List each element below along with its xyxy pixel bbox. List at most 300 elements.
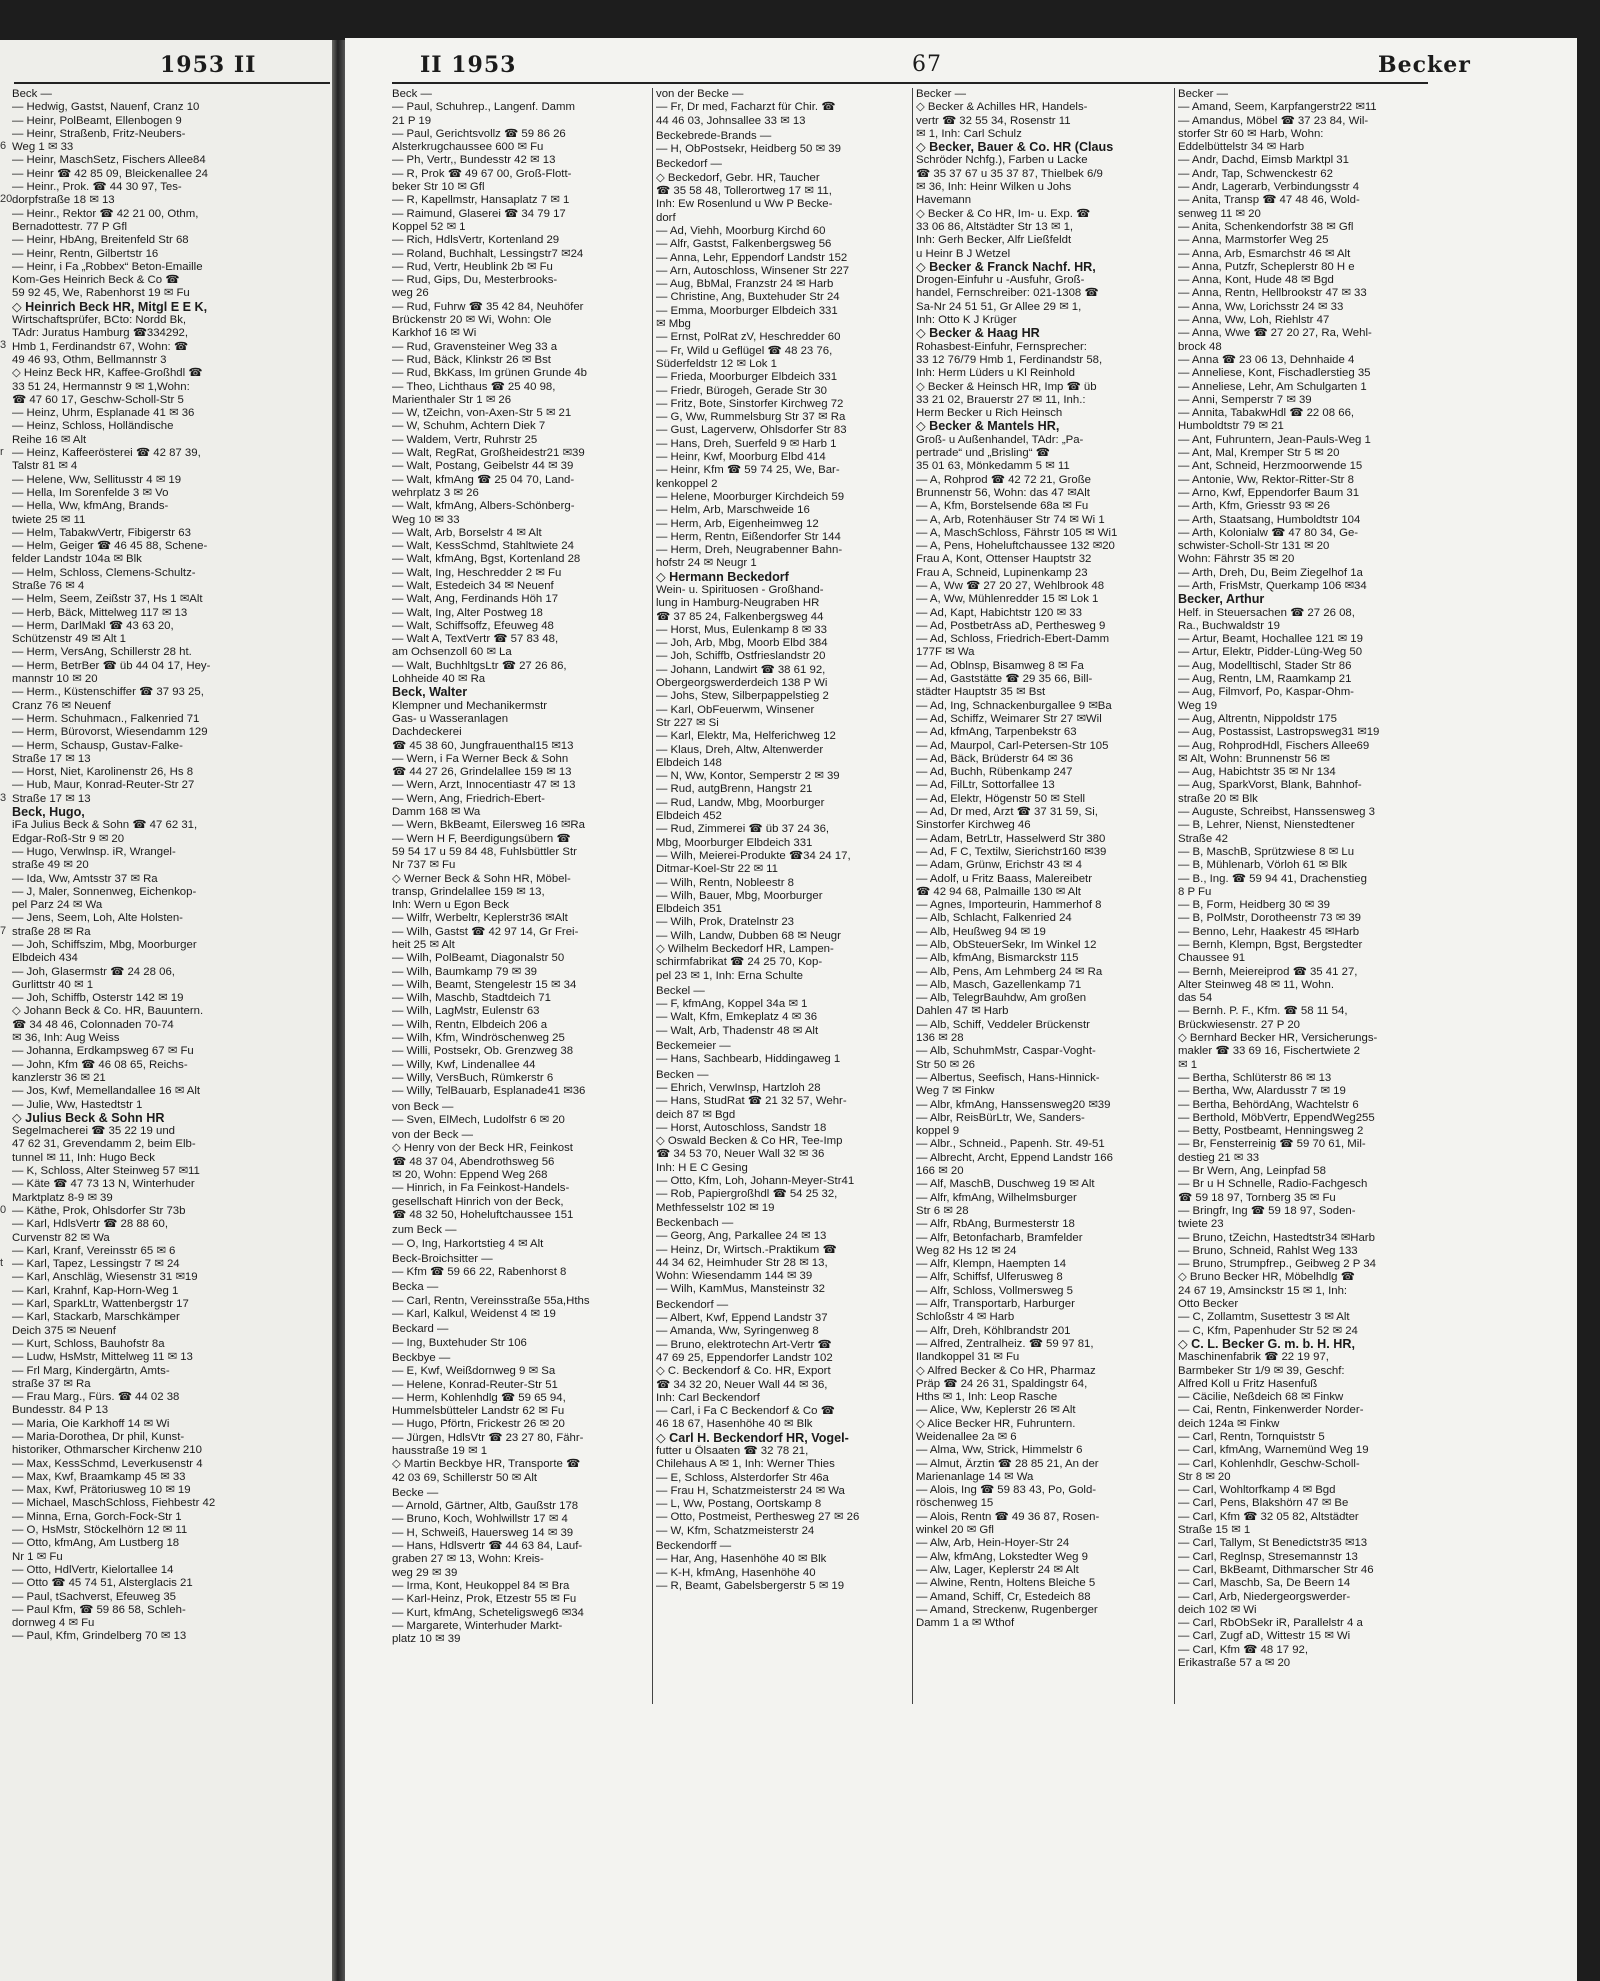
directory-entry: — Margarete, Winterhuder Markt-: [392, 1619, 563, 1632]
directory-entry: Sa-Nr 24 51 51, Gr Allee 29 ✉ 1,: [916, 300, 1082, 313]
directory-entry: — Horst, Mus, Eulenkamp 8 ✉ 33: [656, 623, 827, 636]
directory-entry: — Wilh, Landw, Dubben 68 ✉ Neugr: [656, 929, 841, 942]
directory-entry: — Karl, Kalkul, Weidenst 4 ✉ 19: [392, 1308, 556, 1321]
directory-entry: vertr ☎ 32 55 34, Rosenstr 11: [916, 114, 1071, 127]
directory-entry: Elbdeich 351: [656, 903, 722, 916]
margin-fragment: [0, 845, 10, 858]
directory-entry: — Carl, Kohlenhdlr, Geschw-Scholl-: [1178, 1457, 1360, 1470]
directory-entry: von der Becke —: [656, 88, 744, 100]
directory-entry: felder Landstr 104a ✉ Blk: [12, 553, 142, 566]
directory-entry: — Kurt, kfmAng, Scheteligsweg6 ✉34: [392, 1606, 584, 1619]
margin-fragment: [0, 1350, 10, 1363]
directory-entry: Weg 1 ✉ 33: [12, 141, 74, 154]
directory-entry: — Helm, Schloss, Clemens-Schultz-: [12, 566, 196, 579]
directory-entry: Beckenbach —: [656, 1216, 734, 1229]
directory-entry: — Andr, Dachd, Eimsb Marktpl 31: [1178, 154, 1349, 167]
column-divider: [1174, 88, 1175, 1704]
directory-entry: — Ad, Oblnsp, Bisamweg 8 ✉ Fa: [916, 659, 1084, 672]
directory-entry: — Walt A, TextVertr ☎ 57 83 48,: [392, 633, 559, 646]
directory-entry: — Aug, Habichtstr 35 ✉ Nr 134: [1178, 766, 1336, 779]
margin-fragment: [0, 672, 10, 685]
directory-entry: — Helene, Moorburger Kirchdeich 59: [656, 490, 845, 503]
directory-entry: Beckard —: [392, 1323, 449, 1336]
directory-entry: Koppel 52 ✉ 1: [392, 220, 466, 233]
directory-entry: — Hans, StudRat ☎ 21 32 57, Wehr-: [656, 1095, 847, 1108]
directory-entry: — O, Ing, Harkortstieg 4 ✉ Alt: [392, 1237, 544, 1250]
directory-entry: — Joh, Schiffb, Ostfrieslandstr 20: [656, 650, 826, 663]
directory-entry: Hummelsbütteler Landstr 62 ✉ Fu: [392, 1405, 565, 1418]
directory-entry: Mbg, Moorburger Elbdeich 331: [656, 836, 813, 849]
directory-entry: — Anni, Semperstr 7 ✉ 39: [1178, 393, 1312, 406]
directory-entry: — Otto, HdlVertr, Kielortallee 14: [12, 1563, 174, 1576]
directory-entry: — Irma, Kont, Heukoppel 84 ✉ Bra: [392, 1579, 570, 1592]
directory-entry: 42 03 69, Schillerstr 50 ✉ Alt: [392, 1471, 538, 1484]
directory-entry: Brunnenstr 56, Wohn: das 47 ✉Alt: [916, 486, 1090, 499]
margin-fragment: [0, 1310, 10, 1323]
directory-entry: — Karl, HdlsVertr ☎ 28 88 60,: [12, 1218, 169, 1231]
right-header-rule: [392, 82, 1428, 84]
directory-entry: — Frau Marg., Fürs. ☎ 44 02 38: [12, 1391, 180, 1404]
directory-entry: — Bruno, elektrotechn Art-Vertr ☎: [656, 1338, 832, 1351]
directory-entry: — Annita, TabakwHdl ☎ 22 08 66,: [1178, 407, 1355, 420]
directory-entry: Straße 17 ✉ 13: [12, 792, 91, 805]
directory-entry: von Beck —: [392, 1100, 454, 1113]
directory-entry: Elbdeich 148: [656, 756, 722, 769]
directory-entry: heit 25 ✉ Alt: [392, 939, 455, 951]
directory-entry: Str 50 ✉ 26: [916, 1058, 975, 1071]
directory-entry: — Rud, Landw, Mbg, Moorburger: [656, 796, 825, 809]
directory-entry: — Herm, DarlMakl ☎ 43 63 20,: [12, 619, 174, 632]
directory-entry: Weg 82 Hs 12 ✉ 24: [916, 1244, 1017, 1257]
directory-entry: — Auguste, Schreibst, Hanssensweg 3: [1178, 806, 1375, 819]
directory-entry: Süderfeldstr 12 ✉ Lok 1: [656, 357, 777, 370]
directory-entry: — Walt, Arb, Borselstr 4 ✉ Alt: [392, 526, 542, 539]
margin-fragment: [0, 911, 10, 924]
directory-entry: — Antonie, Ww, Rektor-Ritter-Str 8: [1178, 473, 1354, 486]
directory-entry: 33 21 02, Brauerstr 27 ✉ 11, Inh.:: [916, 393, 1086, 406]
directory-entry: — Andr, Lagerarb, Verbindungsstr 4: [1178, 181, 1360, 194]
directory-entry: — Ludw, HsMstr, Mittelweg 11 ✉ 13: [12, 1351, 193, 1364]
margin-fragment: [0, 1603, 10, 1616]
directory-entry: ◇ Wilhelm Beckedorf HR, Lampen-: [656, 943, 834, 955]
margin-fragment: [0, 1576, 10, 1589]
directory-entry: — Otto ☎ 45 74 51, Alsterglacis 21: [12, 1577, 193, 1590]
directory-entry: — Karl, Elektr, Ma, Helferichweg 12: [656, 730, 836, 743]
directory-entry: Str 227 ✉ Si: [656, 716, 719, 729]
directory-entry: 33 12 76/79 Hmb 1, Ferdinandstr 58,: [916, 353, 1103, 366]
directory-entry: — Alfr, kfmAng, Wilhelmsburger: [916, 1191, 1077, 1204]
directory-entry: ☎ 45 38 60, Jungfrauenthal15 ✉13: [392, 739, 574, 752]
directory-entry: — Karl, Krahnf, Kap-Horn-Weg 1: [12, 1284, 179, 1297]
directory-entry: Bundesstr. 84 P 13: [12, 1404, 109, 1417]
directory-entry: — Anneliese, Kont, Fischadlerstieg 35: [1178, 367, 1371, 380]
directory-entry: pel Parz 24 ✉ Wa: [12, 899, 103, 912]
directory-entry: — F, kfmAng, Koppel 34a ✉ 1: [656, 998, 808, 1011]
directory-entry: Dachdeckerei: [392, 726, 462, 739]
directory-entry: — Hella, Im Sorenfelde 3 ✉ Vo: [12, 486, 169, 499]
directory-entry: Straße 17 ✉ 13: [12, 752, 91, 765]
directory-entry: Kom-Ges Heinrich Beck & Co ☎: [12, 274, 180, 287]
directory-entry: — Herm, Dreh, Neugrabenner Bahn-: [656, 544, 843, 557]
directory-entry: — C, Kfm, Papenhuder Str 52 ✉ 24: [1178, 1324, 1358, 1337]
directory-entry: — W, Kfm, Schatzmeisterstr 24: [656, 1524, 815, 1537]
directory-entry: — Amand, Streckenw, Rugenberger: [916, 1603, 1098, 1616]
directory-entry: — Joh, Glasermstr ☎ 24 28 06,: [12, 965, 175, 978]
directory-entry: lung in Hamburg-Neugraben HR: [656, 597, 820, 610]
directory-entry: — Bringfr, Ing ☎ 59 18 97, Soden-: [1178, 1204, 1356, 1217]
directory-entry: Str 6 ✉ 28: [916, 1204, 969, 1217]
directory-entry: Alsterkrugchaussee 600 ✉ Fu: [392, 141, 544, 154]
directory-entry: — Bertha, BehördAng, Wachtelstr 6: [1178, 1098, 1359, 1111]
margin-fragment: [0, 951, 10, 964]
margin-fragment: [0, 818, 10, 831]
directory-entry: — Adam, BetrLtr, Hasselwerd Str 380: [916, 832, 1106, 845]
margin-fragment: [0, 1417, 10, 1430]
directory-entry: — Alb, Pens, Am Lehmberg 24 ✉ Ra: [916, 965, 1103, 978]
margin-fragment: [0, 1616, 10, 1629]
bold-entry-heading: Beck, Walter: [392, 686, 468, 700]
directory-entry: — Max, Kwf, Braamkamp 45 ✉ 33: [12, 1470, 186, 1483]
directory-entry: — Amand, Seem, Karpfangerstr22 ✉11: [1178, 101, 1377, 114]
directory-entry: Bernadottestr. 77 P Gfl: [12, 220, 128, 233]
directory-entry: — Herm, Bürovorst, Wiesendamm 129: [12, 726, 208, 739]
directory-entry: Brückwiesenstr. 27 P 20: [1178, 1018, 1300, 1031]
margin-fragment: [0, 978, 10, 991]
margin-fragment: [0, 353, 10, 366]
directory-entry: Hmb 1, Ferdinandstr 67, Wohn: ☎: [12, 340, 189, 353]
margin-fragment: [0, 286, 10, 299]
directory-entry: — Wilh, Kfm, Windröschenweg 25: [392, 1032, 565, 1045]
directory-entry: deich 87 ✉ Bgd: [656, 1108, 736, 1121]
directory-entry: — A, MaschSchloss, Fährstr 105 ✉ Wi1: [916, 526, 1118, 539]
directory-entry: — Wern, Ang, Friedrich-Ebert-: [392, 792, 545, 805]
margin-fragment: [0, 1004, 10, 1017]
directory-entry: — Walt, Postang, Geibelstr 44 ✉ 39: [392, 460, 574, 473]
directory-entry: Schloßstr 4 ✉ Harb: [916, 1311, 1015, 1324]
margin-fragment: [0, 326, 10, 339]
directory-entry: Lohheide 40 ✉ Ra: [392, 673, 486, 686]
directory-entry: — Aug, BbMal, Franzstr 24 ✉ Harb: [656, 278, 834, 291]
directory-entry: — Helm, Seem, Zeißstr 37, Hs 1 ✉Alt: [12, 593, 203, 606]
directory-entry: — A, Kfm, Borstelsende 68a ✉ Fu: [916, 500, 1089, 513]
directory-entry: — Helm, Geiger ☎ 46 45 88, Schene-: [12, 540, 208, 553]
directory-entry: — Wilh, Prok, Dratelnstr 23: [656, 916, 794, 929]
directory-entry: — Willy, Kwf, Lindenallee 44: [392, 1058, 536, 1071]
directory-entry: Humboldtstr 79 ✉ 21: [1178, 420, 1284, 433]
directory-entry: Chaussee 91: [1178, 952, 1246, 965]
directory-entry: — Walt, kfmAng, Bgst, Kortenland 28: [392, 553, 581, 566]
margin-fragment: [0, 1337, 10, 1350]
directory-entry: — Alfr, Transportarb, Harburger: [916, 1298, 1075, 1311]
directory-entry: ✉ 1, Inh: Carl Schulz: [916, 127, 1022, 140]
directory-entry: — Alfr, RbAng, Burmesterstr 18: [916, 1218, 1075, 1231]
margin-fragment: [0, 619, 10, 632]
directory-entry: — Ad, Ing, Schnackenburgallee 9 ✉Ba: [916, 699, 1112, 712]
margin-fragment: [0, 1390, 10, 1403]
directory-entry: — Ad, kfmAng, Tarpenbekstr 63: [916, 726, 1077, 739]
directory-entry: — R, Prok ☎ 49 67 00, Groß-Flott-: [392, 167, 572, 180]
directory-entry: ☎ 44 27 26, Grindelallee 159 ✉ 13: [392, 766, 572, 779]
directory-entry: — Bertha, Ww, Alardusstr 7 ✉ 19: [1178, 1085, 1346, 1098]
directory-entry: Gurlittstr 40 ✉ 1: [12, 978, 94, 991]
directory-entry: ☎ 48 32 50, Hoheluftchaussee 151: [392, 1208, 574, 1221]
directory-entry: — A, Arb, Rotenhäuser Str 74 ✉ Wi 1: [916, 513, 1105, 526]
directory-entry: — Theo, Lichthaus ☎ 25 40 98,: [392, 380, 556, 393]
directory-entry: Nr 1 ✉ Fu: [12, 1550, 63, 1563]
margin-fragment: [0, 1057, 10, 1070]
directory-entry: — Carl, Kfm ☎ 32 05 82, Altstädter: [1178, 1510, 1359, 1523]
margin-fragment: [0, 512, 10, 525]
directory-entry: ◇ Johann Beck & Co. HR, Bauuntern.: [12, 1005, 204, 1018]
directory-entry: — Heinr, i Fa „Robbex“ Beton-Emaille: [12, 260, 203, 273]
directory-entry: Elbdeich 434: [12, 952, 78, 965]
directory-entry: — Bertha, Schlüterstr 86 ✉ 13: [1178, 1071, 1332, 1084]
margin-fragment: [0, 153, 10, 166]
directory-entry: — Adolf, u Fritz Baass, Malereibetr: [916, 872, 1092, 885]
margin-fragment: [0, 1470, 10, 1483]
directory-entry: — Albr., Schneid., Papenh. Str. 49-51: [916, 1138, 1105, 1151]
directory-entry: winkel 20 ✉ Gfl: [916, 1524, 994, 1537]
directory-entry: — Rud, Vertr, Heublink 2b ✉ Fu: [392, 260, 553, 273]
margin-fragment: [0, 1124, 10, 1137]
margin-fragment: [0, 725, 10, 738]
directory-entry: — Fritz, Bote, Sinstorfer Kirchweg 72: [656, 397, 844, 410]
directory-entry: TAdr: Juratus Hamburg ☎334292,: [12, 327, 189, 340]
directory-entry: — Herm, Rentn, Eißendorfer Str 144: [656, 530, 841, 543]
directory-entry: kenkoppel 2: [656, 477, 718, 490]
directory-entry: — Aug, Altrentn, Nippoldstr 175: [1178, 712, 1337, 725]
directory-entry: — Alfr, Klempn, Haempten 14: [916, 1258, 1067, 1271]
directory-entry: futter u Ölsaaten ☎ 32 78 21,: [656, 1444, 809, 1457]
directory-entry: ☎ 37 85 24, Falkenbergsweg 44: [656, 610, 824, 623]
directory-entry: — Paul, Schuhrep., Langenf. Damm: [392, 101, 575, 114]
directory-entry: — Berthold, MöbVertr, EppendWeg255: [1178, 1111, 1375, 1124]
directory-entry: Damm 1 a ✉ Wthof: [916, 1617, 1015, 1630]
directory-entry: Weg 7 ✉ Finkw: [916, 1085, 995, 1098]
directory-entry: — Johs, Stew, Silberpappelstieg 2: [656, 690, 829, 703]
margin-fragment: 3: [0, 339, 7, 352]
directory-entry: Eddelbüttelstr 34 ✉ Harb: [1178, 141, 1305, 154]
directory-entry: — Arth, FrisMstr, Querkamp 106 ✉34: [1178, 579, 1367, 592]
directory-entry: — Walt, kfmAng, Albers-Schönberg-: [392, 500, 575, 513]
margin-fragment: [0, 659, 10, 672]
directory-column-1: [392, 88, 648, 1708]
directory-entry: — Aug, RohprodHdl, Fischers Allee69: [1178, 739, 1370, 752]
directory-entry: — Joh, Schiffb, Osterstr 142 ✉ 19: [12, 992, 184, 1005]
directory-entry: Inh: Gerh Becker, Alfr Ließfeldt: [916, 234, 1072, 247]
directory-entry: 35 01 63, Mönkedamm 5 ✉ 11: [916, 460, 1070, 473]
directory-entry: — Jens, Seem, Loh, Alte Holsten-: [12, 912, 183, 925]
directory-entry: — B, Mühlenarb, Vörloh 61 ✉ Blk: [1178, 859, 1348, 872]
directory-entry: — H, ObPostsekr, Heidberg 50 ✉ 39: [656, 143, 841, 156]
directory-entry: — R, Beamt, Gabelsbergerstr 5 ✉ 19: [656, 1579, 845, 1592]
margin-fragment: [0, 1523, 10, 1536]
directory-entry: ◇ C. Beckendorf & Co. HR, Export: [656, 1365, 831, 1378]
margin-fragment: [0, 1323, 10, 1336]
directory-entry: Groß- u Außenhandel, TAdr: „Pa-: [916, 433, 1084, 446]
margin-fragment: [0, 313, 10, 326]
margin-fragment: [0, 1536, 10, 1549]
margin-fragment: [0, 831, 10, 844]
directory-entry: 59 54 17 u 59 84 48, Fuhlsbüttler Str: [392, 845, 577, 858]
margin-fragment: 7: [0, 924, 7, 937]
directory-entry: Ra., Buchwaldstr 19: [1178, 619, 1280, 632]
directory-entry: transp, Grindelallee 159 ✉ 13,: [392, 885, 545, 898]
directory-entry: — Walt, RegRat, Großheidestr21 ✉39: [392, 447, 585, 460]
directory-entry: städter Hauptstr 35 ✉ Bst: [916, 686, 1046, 699]
directory-entry: — Wilh, Beamt, Stengelestr 15 ✉ 34: [392, 978, 577, 991]
margin-fragment: [0, 246, 10, 259]
margin-fragment: [0, 898, 10, 911]
margin-fragment: [0, 1084, 10, 1097]
bold-entry-heading: ◇ Becker & Franck Nachf. HR,: [916, 260, 1096, 274]
margin-fragment: [0, 1510, 10, 1523]
directory-entry: Weg 10 ✉ 33: [392, 513, 460, 526]
directory-entry: — Herm, VersAng, Schillerstr 28 ht.: [12, 646, 192, 659]
directory-entry: Schröder Nchfg.), Farben u Lacke: [916, 154, 1088, 167]
directory-entry: — H, Schweiß, Hauersweg 14 ✉ 39: [392, 1526, 574, 1539]
directory-entry: 44 34 62, Heimhuder Str 28 ✉ 13,: [656, 1256, 828, 1269]
margin-fragment: [0, 991, 10, 1004]
directory-entry: 49 46 93, Othm, Bellmannstr 3: [12, 353, 167, 366]
directory-entry: — Helm, Arb, Marschweide 16: [656, 504, 810, 517]
margin-fragment: r: [0, 445, 4, 458]
directory-entry: — K, Schloss, Alter Steinweg 57 ✉11: [12, 1165, 200, 1178]
margin-fragment: [0, 1496, 10, 1509]
margin-fragment: [0, 552, 10, 565]
directory-entry: — Raimund, Glaserei ☎ 34 79 17: [392, 207, 566, 220]
bold-entry-heading: Beck, Hugo,: [12, 806, 85, 820]
directory-entry: — Heinz, Schloss, Holländische: [12, 420, 174, 433]
directory-entry: — Alb, TelegrBauhdw, Am großen: [916, 992, 1087, 1005]
margin-fragment: [0, 206, 10, 219]
margin-fragment: [0, 632, 10, 645]
directory-entry: ◇ Bernhard Becker HR, Versicherungs-: [1178, 1032, 1378, 1045]
directory-entry: — Wilh, Rentn, Nobleestr 8: [656, 876, 795, 889]
directory-entry: — Heinr, HbAng, Breitenfeld Str 68: [12, 234, 189, 247]
directory-entry: — Walt, Kfm, Emkeplatz 4 ✉ 36: [656, 1011, 818, 1024]
directory-entry: — B., Ing. ☎ 59 94 41, Drachenstieg: [1178, 872, 1367, 885]
directory-entry: — Fr, Wild u Geflügel ☎ 48 23 76,: [656, 344, 833, 357]
directory-entry: ◇ Werner Beck & Sohn HR, Möbel-: [392, 872, 571, 885]
directory-entry: Str 8 ✉ 20: [1178, 1470, 1231, 1483]
directory-entry: — Paul, Kfm, Grindelberg 70 ✉ 13: [12, 1630, 187, 1643]
directory-entry: — Hedwig, Gastst, Nauenf, Cranz 10: [12, 101, 200, 114]
margin-fragment: [0, 938, 10, 951]
directory-entry: Beckendorff —: [656, 1540, 732, 1553]
directory-entry: Inh: Otto K J Krüger: [916, 314, 1017, 327]
directory-entry: — Joh, Arb, Mbg, Moorb Elbd 384: [656, 637, 828, 650]
directory-entry: — Adam, Grünw, Erichstr 43 ✉ 4: [916, 859, 1082, 872]
directory-entry: — Anna, Lehr, Eppendorf Landstr 152: [656, 251, 848, 264]
directory-entry: Havemann: [916, 194, 972, 207]
directory-entry: schirmfabrikat ☎ 24 25 70, Kop-: [656, 956, 823, 969]
directory-entry: twiete 25 ✉ 11: [12, 513, 86, 526]
directory-entry: 136 ✉ 28: [916, 1032, 964, 1045]
directory-entry: — Arnold, Gärtner, Altb, Gaußstr 178: [392, 1500, 579, 1513]
directory-entry: von der Beck —: [392, 1129, 474, 1142]
directory-entry: — Carl, Kfm ☎ 48 17 92,: [1178, 1643, 1309, 1656]
page-number: 67: [912, 52, 942, 77]
directory-entry: Wirtschaftsprüfer, BCto: Nordd Bk,: [12, 314, 187, 327]
directory-entry: wehrplatz 3 ✉ 26: [392, 486, 479, 499]
directory-entry: Marienthaler Str 1 ✉ 26: [392, 393, 512, 406]
directory-entry: — Herb, Bäck, Mittelweg 117 ✉ 13: [12, 606, 188, 619]
margin-fragment: [0, 1270, 10, 1283]
margin-fragment: [0, 526, 10, 539]
directory-entry: — Hans, Sachbearb, Hiddingaweg 1: [656, 1053, 841, 1066]
directory-entry: — Helene, Konrad-Reuter-Str 51: [392, 1378, 558, 1391]
directory-entry: — Alb, SchuhmMstr, Caspar-Voght-: [916, 1045, 1096, 1058]
directory-entry: — Alb, kfmAng, Bismarckstr 115: [916, 952, 1079, 965]
directory-column-4: [1178, 88, 1430, 1708]
directory-entry: — Carl, Pens, Blakshörn 47 ✉ Be: [1178, 1497, 1349, 1510]
directory-entry: Wein- u. Spirituosen - Großhand-: [656, 583, 824, 596]
directory-entry: — Roland, Buchhalt, Lessingstr7 ✉24: [392, 247, 584, 260]
directory-column-left-page: [12, 88, 330, 1708]
directory-entry: — Joh, Schiffszim, Mbg, Moorburger: [12, 939, 197, 951]
directory-entry: — Herm, Schausp, Gustav-Falke-: [12, 739, 183, 752]
directory-entry: — Rud, BkKass, Im grünen Grunde 4b: [392, 367, 588, 380]
margin-fragment: [0, 406, 10, 419]
directory-entry: — A, Pens, Hoheluftchaussee 132 ✉20: [916, 540, 1115, 553]
directory-entry: — Willi, Postsekr, Ob. Grenzweg 38: [392, 1045, 574, 1058]
directory-entry: ☎ 34 32 20, Neuer Wall 44 ✉ 36,: [656, 1378, 828, 1391]
directory-entry: Frau A, Schneid, Lupinenkamp 23: [916, 566, 1088, 579]
directory-entry: — Walt, KessSchmd, Stahltwiete 24: [392, 540, 574, 553]
directory-entry: deich 102 ✉ Wi: [1178, 1603, 1257, 1616]
bold-entry-heading: ◇ Becker, Bauer & Co. HR (Claus: [916, 141, 1114, 155]
directory-entry: — Aug, Modelltischl, Stader Str 86: [1178, 659, 1352, 672]
directory-entry: — Herm, Arb, Eigenheimweg 12: [656, 517, 819, 530]
directory-entry: — Otto, Kfm, Loh, Johann-Meyer-Str41: [656, 1175, 855, 1188]
margin-fragment: [0, 379, 10, 392]
directory-entry: — Amandus, Möbel ☎ 37 23 84, Wil-: [1178, 114, 1369, 127]
directory-entry: 33 51 24, Hermannstr 9 ✉ 1,Wohn:: [12, 380, 190, 393]
directory-entry: weg 26: [392, 287, 429, 300]
directory-entry: — Anna, Arb, Esmarchstr 46 ✉ Alt: [1178, 247, 1351, 260]
directory-entry: pertrade“ und „Brisling“ ☎: [916, 447, 1050, 460]
directory-entry: — Friedr, Bürogeh, Gerade Str 30: [656, 384, 827, 397]
directory-entry: am Ochsenzoll 60 ✉ La: [392, 646, 512, 659]
directory-entry: — Carl, kfmAng, Warnemünd Weg 19: [1178, 1444, 1369, 1457]
directory-entry: Alfred Koll u Fritz Hasenfuß: [1178, 1377, 1318, 1390]
left-header-rule: [14, 82, 330, 84]
directory-entry: — Benno, Lehr, Haakestr 45 ✉Harb: [1178, 925, 1360, 938]
directory-entry: — Aug, Filmvorf, Po, Kaspar-Ohm-: [1178, 686, 1354, 699]
directory-entry: ◇ Bruno Becker HR, Möbelhdlg ☎: [1178, 1271, 1355, 1284]
directory-entry: — Maria, Oie Karkhoff 14 ✉ Wi: [12, 1417, 170, 1430]
directory-entry: — Wilh, LagMstr, Eulenstr 63: [392, 1005, 540, 1018]
directory-entry: — Karl, Tapez, Lessingstr 7 ✉ 24: [12, 1258, 180, 1271]
directory-entry: — Ad, Dr med, Arzt ☎ 37 31 59, Si,: [916, 806, 1098, 819]
directory-entry: u Heinr B J Wetzel: [916, 247, 1011, 260]
margin-fragment: [0, 486, 10, 499]
directory-entry: — Wern, Arzt, Innocentiastr 47 ✉ 13: [392, 779, 576, 792]
directory-entry: — Carl, Rentn, Tornquiststr 5: [1178, 1430, 1325, 1443]
directory-entry: — Rud, Bäck, Klinkstr 26 ✉ Bst: [392, 353, 551, 366]
directory-entry: ✉ 36, Inh: Aug Weiss: [12, 1032, 120, 1045]
bold-entry-heading: ◇ Becker & Haag HR: [916, 327, 1040, 341]
directory-entry: hofstr 24 ✉ Neugr 1: [656, 557, 757, 570]
margin-fragment: [0, 1071, 10, 1084]
directory-entry: — Alfr, Schloss, Vollmersweg 5: [916, 1284, 1073, 1297]
column-divider: [652, 88, 653, 1704]
directory-entry: Inh: Carl Beckendorf: [656, 1391, 760, 1404]
margin-fragment: [0, 765, 10, 778]
directory-entry: Drogen-Einfuhr u -Ausfuhr, Groß-: [916, 274, 1085, 287]
margin-fragment: [0, 433, 10, 446]
